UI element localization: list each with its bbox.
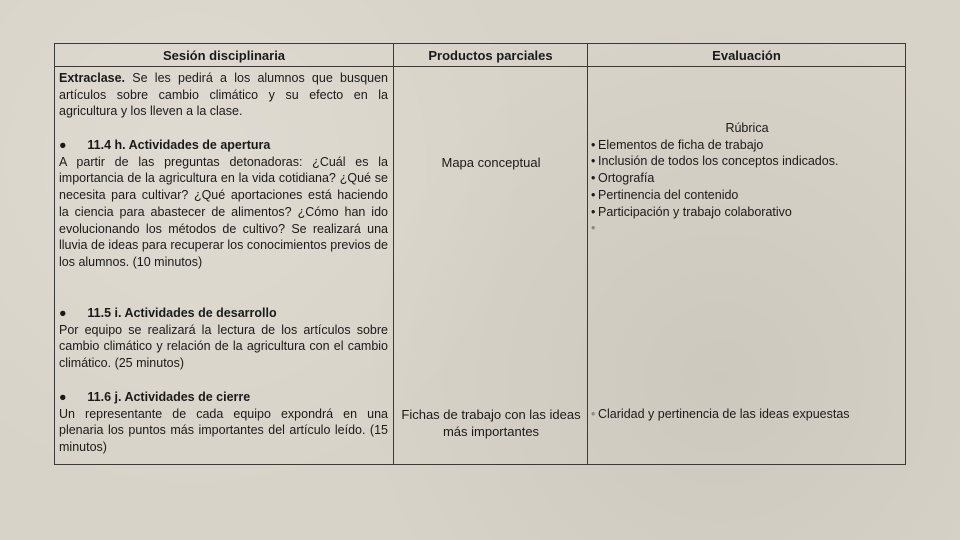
producto-fichas: Fichas de trabajo con las ideas más importantes (401, 407, 581, 439)
desarrollo-block (59, 305, 388, 372)
rubrica-item: • Pertinencia del contenido (591, 187, 739, 202)
apertura-block (59, 137, 388, 271)
cierre-block (59, 389, 388, 456)
rubrica-item-empty (591, 220, 903, 237)
rubrica-item: • Participación y trabajo colaborativo (591, 204, 792, 219)
extraclase-block (59, 70, 388, 120)
bullet-icon: • (591, 154, 596, 169)
cierre-evaluacion (591, 406, 903, 423)
bullet-icon: • (591, 171, 596, 186)
bullet-icon: • (591, 221, 596, 236)
extraclase-text: Se les pedirá a los alumnos que busquen artículos sobre cambio climático y su efecto en la agricultura y los lleven a la clase. (59, 71, 388, 119)
apertura-title: ● 11.4 h. Actividades de apertura (59, 138, 271, 152)
session-table (54, 43, 906, 465)
apertura-text: A partir de las preguntas detonadoras: ¿Cuál es la importancia de la agricultura en la vida cotidiana? ¿Qué se necesita para cultivar? ¿Qué aportaciones está haciendo la ciencia para abastecer de alimentos? ¿Cómo han ido evolucionando los métodos de cultivo? Se realizará una lluvia de ideas para recuperar los conocimientos previos de los alumnos. (10 minutos) (59, 154, 388, 269)
cierre-title: ● 11.6 j. Actividades de cierre (59, 390, 251, 404)
header-productos: Productos parciales (428, 48, 553, 63)
bullet-icon: • (591, 187, 596, 202)
rubrica-title: Rúbrica (725, 121, 769, 135)
extraclase-label: Extraclase. (59, 71, 126, 85)
rubrica-block (591, 120, 903, 237)
producto-mapa: Mapa conceptual (441, 155, 541, 170)
desarrollo-text: Por equipo se realizará la lectura de los artículos sobre cambio climático y relación de la agricultura con el cambio climático. (25 minutos) (59, 322, 388, 371)
rubrica-item: • Ortografía (591, 171, 655, 186)
desarrollo-title: ● 11.5 i. Actividades de desarrollo (59, 306, 277, 320)
cierre-text: Un representante de cada equipo expondrá en una plenaria los puntos más importantes del artículo leído. (15 minutos) (59, 406, 388, 455)
rubrica-item: • Claridad y pertinencia de las ideas expuestas (591, 407, 850, 421)
rubrica-item: • Elementos de ficha de trabajo (591, 137, 764, 152)
column-divider (393, 44, 394, 464)
header-sesion: Sesión disciplinaria (162, 48, 286, 63)
bullet-icon: • (591, 137, 596, 152)
bullet-icon: • (591, 407, 596, 421)
bullet-icon: • (591, 204, 596, 219)
rubrica-item: • Inclusión de todos los conceptos indicados. (591, 154, 839, 169)
header-evaluacion: Evaluación (712, 48, 781, 63)
column-divider (587, 44, 588, 464)
